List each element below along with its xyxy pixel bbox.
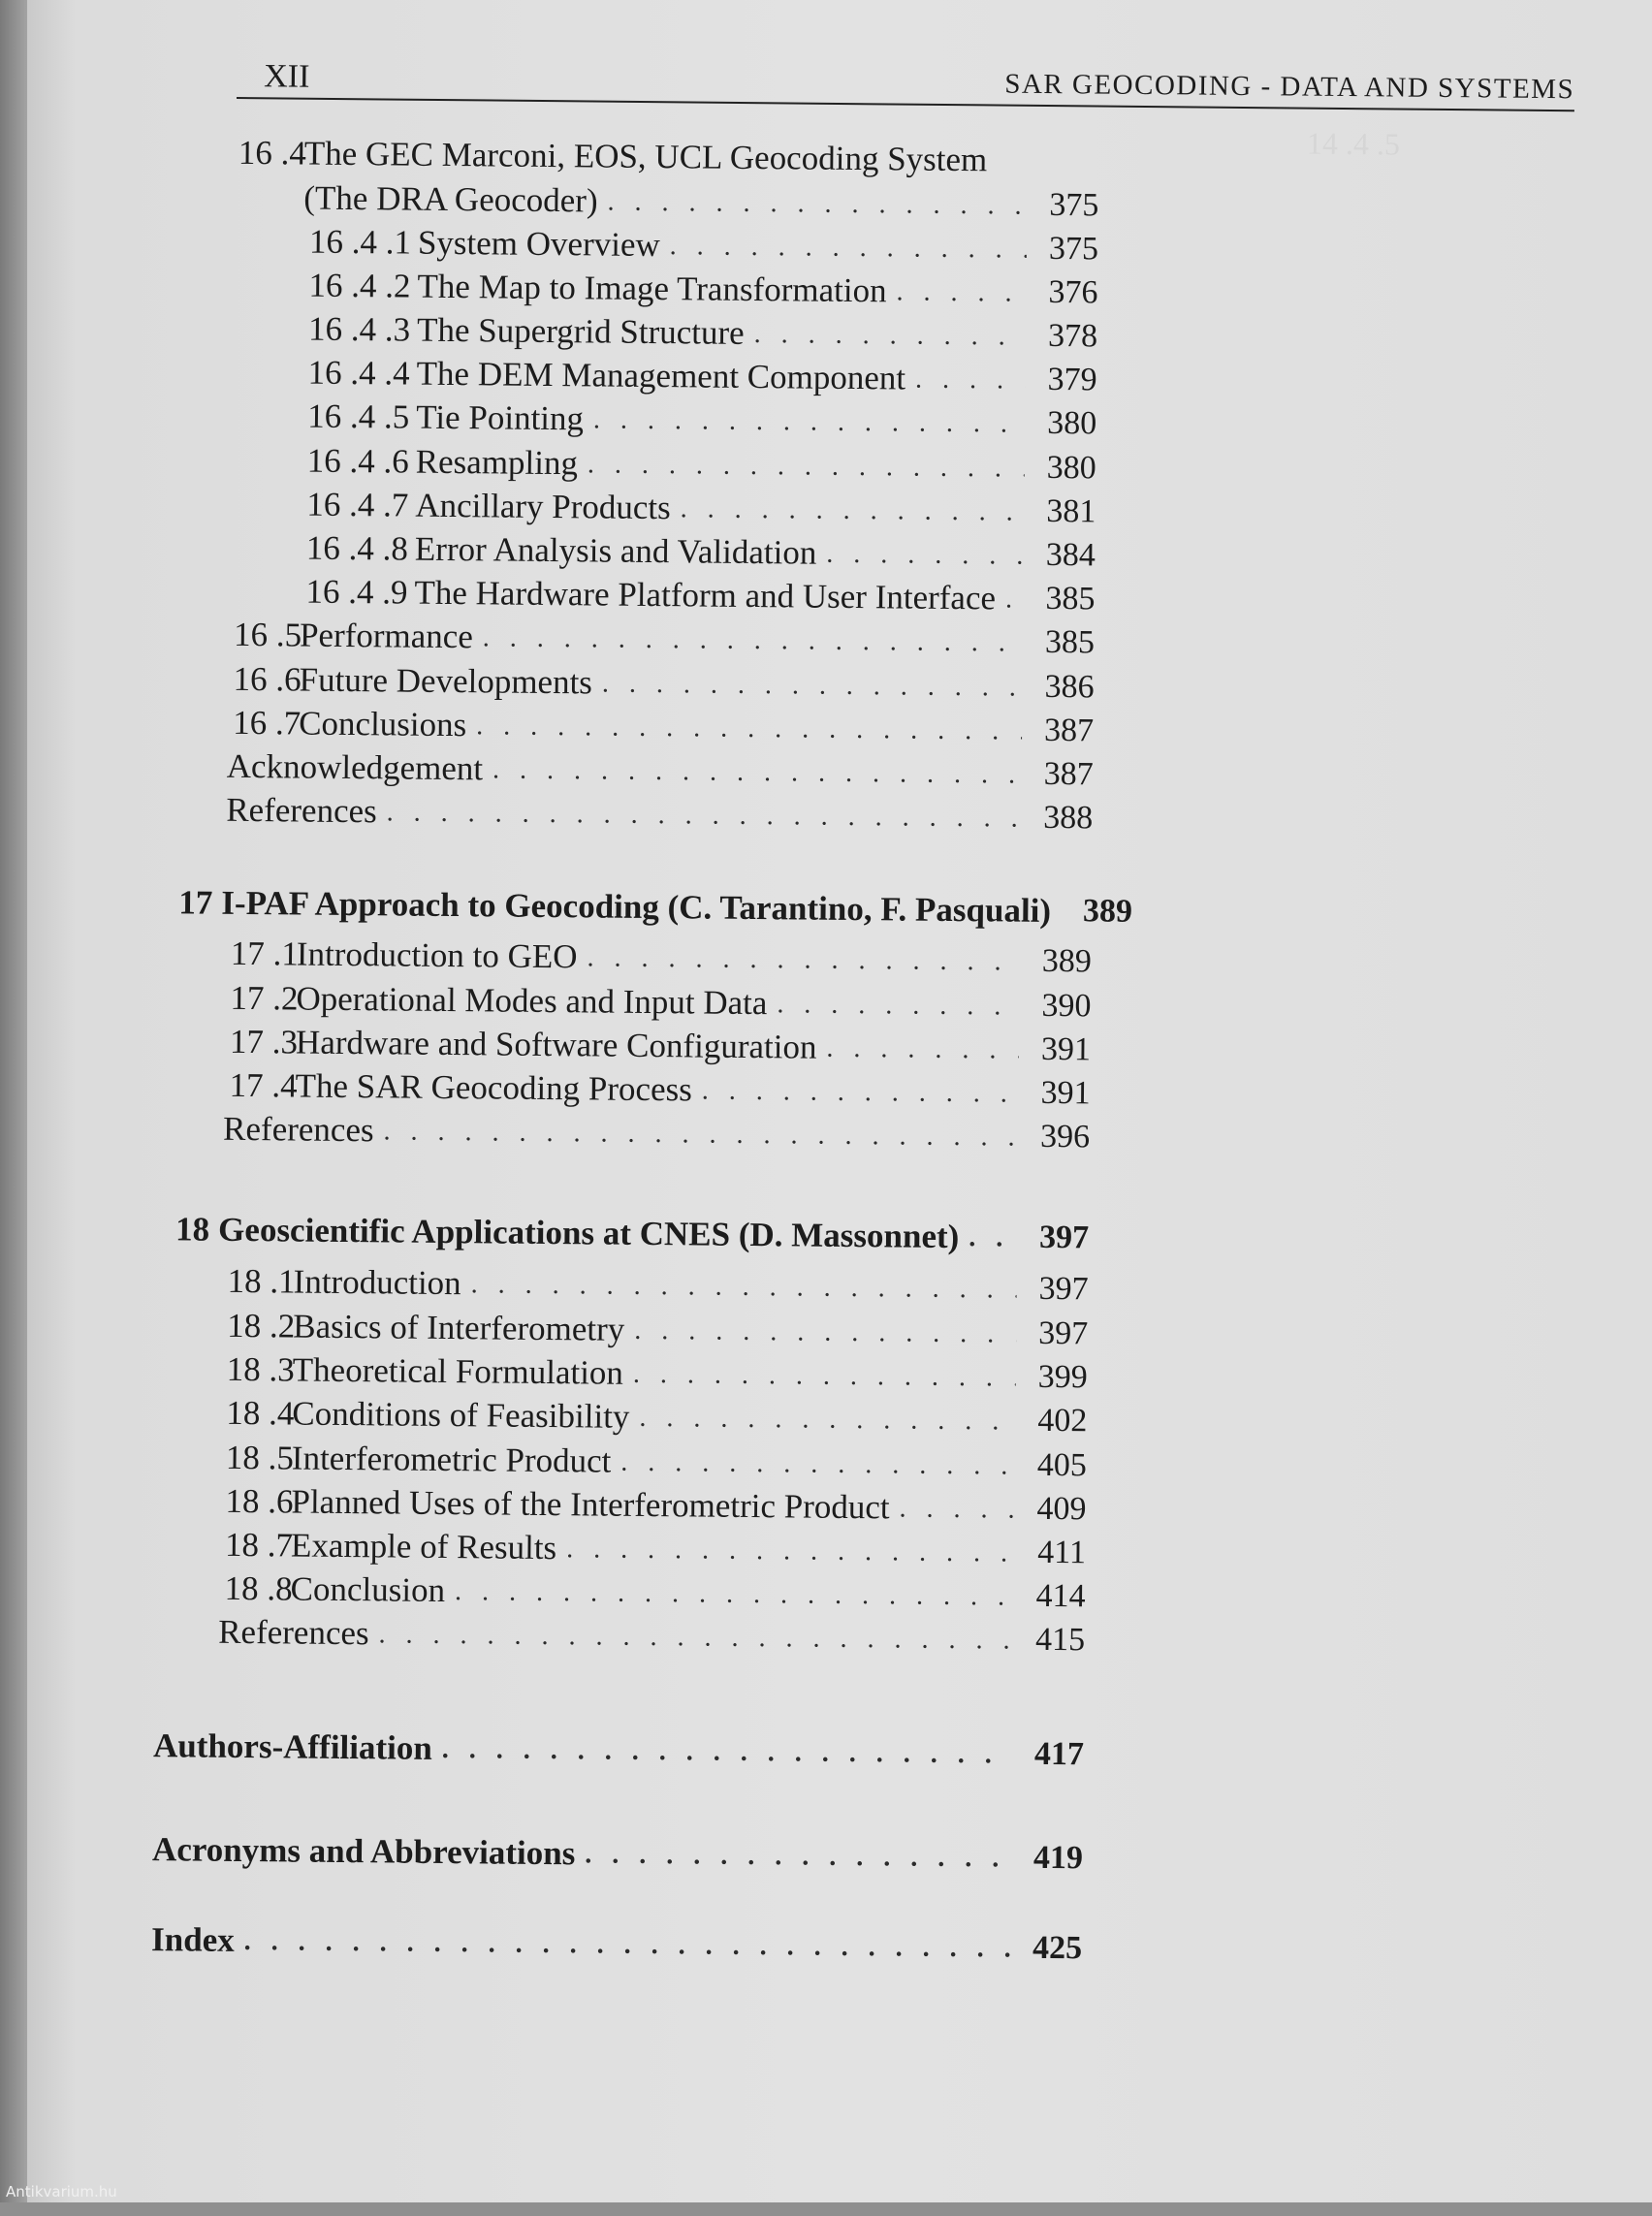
toc-entry-title: Performance	[300, 617, 473, 657]
toc-entry-number: 18	[175, 1210, 218, 1249]
toc-entry-number: 16 .4 .8	[306, 529, 411, 569]
toc-entry-page: 419	[1021, 1839, 1083, 1879]
dot-leader	[777, 984, 1019, 1025]
toc-entry-number: 18 .5	[226, 1439, 284, 1478]
toc-entry-title: References	[223, 1110, 374, 1150]
toc-section-entry	[227, 744, 1094, 795]
toc-entry-title: (The DRA Geocoder)	[303, 179, 598, 221]
toc-entry-page: 389	[1030, 942, 1092, 982]
dot-leader	[244, 1921, 1011, 1968]
toc-entry-number: 18 .7	[225, 1526, 283, 1566]
toc-section-entry	[225, 1478, 1086, 1530]
dot-leader	[585, 1834, 1011, 1877]
toc-section-entry	[218, 1609, 1085, 1661]
dot-leader	[602, 664, 1023, 707]
toc-section-entry	[233, 656, 1094, 708]
toc-entry-page: 380	[1034, 404, 1096, 444]
toc-entry-number: 16 .4 .4	[307, 354, 412, 394]
toc-entry-page: 417	[1022, 1735, 1084, 1775]
toc-entry-title: The Map to Image Transformation	[417, 268, 886, 311]
toc-entry-page: 425	[1020, 1929, 1082, 1969]
toc-subsection-entry	[307, 438, 1096, 489]
toc-entry-page: 405	[1025, 1446, 1087, 1486]
toc-section-entry	[238, 130, 1099, 181]
toc-entry-page: 402	[1025, 1402, 1087, 1441]
toc-entry-number: 16 .5	[234, 616, 292, 655]
toc-entry-number: 18 .2	[227, 1307, 285, 1346]
table-of-contents	[8, 0, 1652, 2216]
toc-backmatter-entry	[153, 1723, 1084, 1774]
toc-entry-title: References	[226, 791, 377, 831]
toc-section-entry	[230, 1019, 1091, 1070]
toc-entry-page: 387	[1032, 712, 1094, 751]
dot-leader	[826, 534, 1024, 575]
toc-entry-page: 376	[1035, 273, 1097, 313]
toc-entry-title: The SAR Geocoding Process	[295, 1066, 692, 1109]
dot-leader	[383, 1111, 1018, 1155]
toc-entry-page: 388	[1031, 799, 1093, 839]
toc-entry-page: 375	[1036, 230, 1098, 269]
toc-entry-page: 391	[1029, 1030, 1091, 1070]
toc-section-entry	[229, 1062, 1090, 1114]
running-title: SAR GEOCODING - DATA AND SYSTEMS	[1004, 69, 1574, 107]
toc-entry-number: 18 .3	[227, 1350, 285, 1390]
toc-entry-title: The GEC Marconi, EOS, UCL Geocoding System	[304, 135, 988, 180]
toc-entry-page: 378	[1035, 317, 1097, 357]
toc-entry-page: 380	[1034, 449, 1096, 489]
toc-entry-page: 381	[1033, 492, 1096, 532]
toc-entry-number: 18 .1	[227, 1262, 285, 1302]
toc-entry-number: 17 .1	[231, 934, 289, 974]
toc-section-entry	[226, 1390, 1087, 1441]
toc-entry-page: 397	[1026, 1270, 1088, 1310]
dot-leader	[378, 1614, 1013, 1659]
toc-entry-number: 16 .4 .2	[308, 267, 413, 306]
toc-entry-title: Conclusions	[299, 705, 466, 745]
dot-leader	[607, 182, 1027, 225]
dot-leader	[670, 226, 1028, 269]
toc-entry-title: Basics of Interferometry	[293, 1307, 624, 1348]
toc-entry-number: 17	[178, 883, 221, 922]
toc-entry-title: Conditions of Feasibility	[292, 1394, 629, 1436]
toc-subsection-entry	[309, 219, 1098, 269]
toc-subsection-entry	[308, 263, 1097, 313]
toc-entry-page: 387	[1032, 755, 1094, 795]
toc-entry-number: 16 .6	[233, 660, 291, 700]
toc-entry-page: 411	[1024, 1534, 1086, 1573]
toc-subsection-entry	[308, 306, 1097, 357]
dot-leader	[899, 1488, 1014, 1528]
toc-entry-number: 16 .4 .5	[307, 397, 412, 437]
toc-subsection-entry	[307, 394, 1096, 444]
dot-leader	[587, 937, 1020, 980]
toc-entry-title: Resampling	[416, 443, 579, 484]
toc-entry-page: 396	[1028, 1118, 1090, 1157]
toc-subsection-entry	[306, 525, 1096, 576]
dot-leader	[593, 399, 1026, 442]
toc-entry-title: System Overview	[418, 224, 660, 265]
toc-entry-title: Error Analysis and Validation	[415, 530, 817, 573]
toc-entry-title: Conclusion	[290, 1569, 445, 1610]
toc-entry-page: 397	[1026, 1314, 1088, 1354]
toc-entry-title: Geoscientific Applications at CNES (D. Massonnet)	[218, 1211, 960, 1256]
dot-leader	[969, 1218, 1017, 1256]
toc-section-entry	[225, 1522, 1086, 1573]
toc-section-entry	[227, 1303, 1088, 1354]
dot-leader	[566, 1529, 1014, 1571]
toc-subsection-entry	[306, 482, 1096, 532]
dot-leader	[634, 1311, 1016, 1353]
toc-entry-title: Acknowledgement	[227, 747, 484, 789]
toc-backmatter-entry	[152, 1826, 1083, 1878]
toc-entry-page: 385	[1032, 623, 1095, 663]
toc-entry-number: 18 .8	[224, 1569, 282, 1609]
toc-entry-number: 16 .4 .6	[307, 442, 412, 482]
toc-entry-page: 391	[1028, 1074, 1090, 1114]
toc-entry-title: Introduction to GEO	[297, 934, 578, 976]
toc-entry-title: Planned Uses of the Interferometric Product	[291, 1482, 890, 1527]
dot-leader	[470, 1264, 1016, 1308]
toc-entry-title: I-PAF Approach to Geocoding (C. Tarantino, F. Pasquali)	[221, 884, 1051, 931]
toc-entry-title: The Hardware Platform and User Interface	[414, 574, 996, 618]
toc-entry-number: 18 .6	[225, 1482, 283, 1522]
toc-subsection-entry	[305, 569, 1095, 619]
toc-entry-number: 17 .4	[229, 1066, 287, 1106]
toc-entry-title: Hardware and Software Configuration	[296, 1023, 817, 1066]
toc-entry-number: 16 .4 .7	[306, 486, 411, 525]
toc-entry-title: Interferometric Product	[292, 1439, 612, 1480]
toc-section-entry	[226, 787, 1093, 839]
toc-entry-title: The DEM Management Component	[416, 355, 905, 398]
toc-entry-number	[238, 217, 303, 218]
toc-section-entry	[223, 1106, 1090, 1157]
dot-leader	[620, 1442, 1015, 1485]
toc-section-entry	[231, 931, 1092, 982]
toc-entry-title: Authors-Affiliation	[153, 1726, 432, 1768]
dot-leader	[483, 617, 1024, 661]
toc-entry-page: 390	[1029, 987, 1091, 1027]
toc-entry-title: Acronyms and Abbreviations	[152, 1830, 576, 1873]
dot-leader	[455, 1571, 1014, 1616]
toc-entry-number: 16 .4 .9	[305, 573, 410, 613]
dot-leader	[492, 749, 1022, 793]
toc-entry-page: 384	[1033, 536, 1096, 576]
toc-entry-title: Theoretical Formulation	[293, 1350, 624, 1392]
toc-entry-title: Future Developments	[299, 661, 592, 703]
page-number: XII	[264, 58, 310, 95]
toc-section-entry	[226, 1435, 1087, 1486]
dot-leader	[896, 271, 1026, 311]
toc-chapter-entry	[175, 1206, 1089, 1257]
dot-leader	[826, 1029, 1019, 1069]
toc-section-entry	[227, 1258, 1088, 1310]
toc-section-entry	[230, 975, 1091, 1027]
toc-section-entry	[234, 612, 1095, 663]
toc-entry-page: 414	[1023, 1577, 1085, 1617]
dot-leader	[1005, 580, 1024, 618]
toc-entry-title: Tie Pointing	[416, 398, 584, 439]
toc-chapter-entry	[178, 879, 1092, 931]
toc-entry-title: Operational Modes and Input Data	[296, 979, 767, 1023]
toc-entry-number: 16 .4 .3	[308, 310, 413, 350]
toc-entry-page: 385	[1032, 580, 1095, 619]
toc-entry-page: 375	[1036, 186, 1098, 226]
watermark: Antikvarium.hu	[6, 2183, 117, 2200]
toc-entry-number: 17 .3	[230, 1023, 288, 1062]
toc-entry-page: 386	[1032, 668, 1094, 708]
dot-leader	[476, 706, 1022, 749]
dot-leader	[681, 489, 1025, 530]
toc-entry-number: 17 .2	[230, 979, 288, 1019]
dot-leader	[753, 314, 1026, 356]
toc-entry-title: Index	[151, 1920, 235, 1960]
dot-leader	[442, 1729, 1013, 1774]
toc-entry-page: 389	[1070, 892, 1132, 932]
toc-entry-page: 409	[1024, 1490, 1086, 1530]
toc-entry-number: 16 .7	[233, 704, 291, 744]
toc-entry-title: Introduction	[293, 1262, 461, 1303]
toc-section-entry	[227, 1346, 1088, 1398]
book-page	[27, 0, 1652, 2202]
toc-entry-number: 16 .4 .1	[309, 223, 414, 263]
toc-section-entry	[224, 1566, 1085, 1617]
toc-entry-page: 397	[1027, 1219, 1089, 1258]
toc-backmatter-entry	[151, 1916, 1082, 1968]
dot-leader	[639, 1398, 1015, 1440]
toc-entry-number: 18 .4	[226, 1394, 284, 1434]
toc-entry-title: References	[218, 1613, 369, 1653]
toc-entry-page: 379	[1034, 361, 1096, 400]
dot-leader	[387, 792, 1022, 837]
toc-section-entry	[238, 174, 1098, 226]
toc-entry-page: 415	[1023, 1621, 1085, 1661]
toc-entry-title: Ancillary Products	[415, 487, 671, 528]
toc-subsection-entry	[307, 350, 1096, 400]
toc-entry-title: The Supergrid Structure	[417, 311, 745, 353]
dot-leader	[915, 360, 1026, 399]
dot-leader	[588, 444, 1025, 487]
toc-section-entry	[233, 700, 1094, 751]
toc-entry-page: 399	[1026, 1358, 1088, 1398]
toc-entry-title: Example of Results	[291, 1526, 556, 1567]
dot-leader	[702, 1071, 1019, 1113]
dot-leader	[633, 1354, 1016, 1397]
toc-entry-number: 16 .4	[238, 134, 297, 174]
